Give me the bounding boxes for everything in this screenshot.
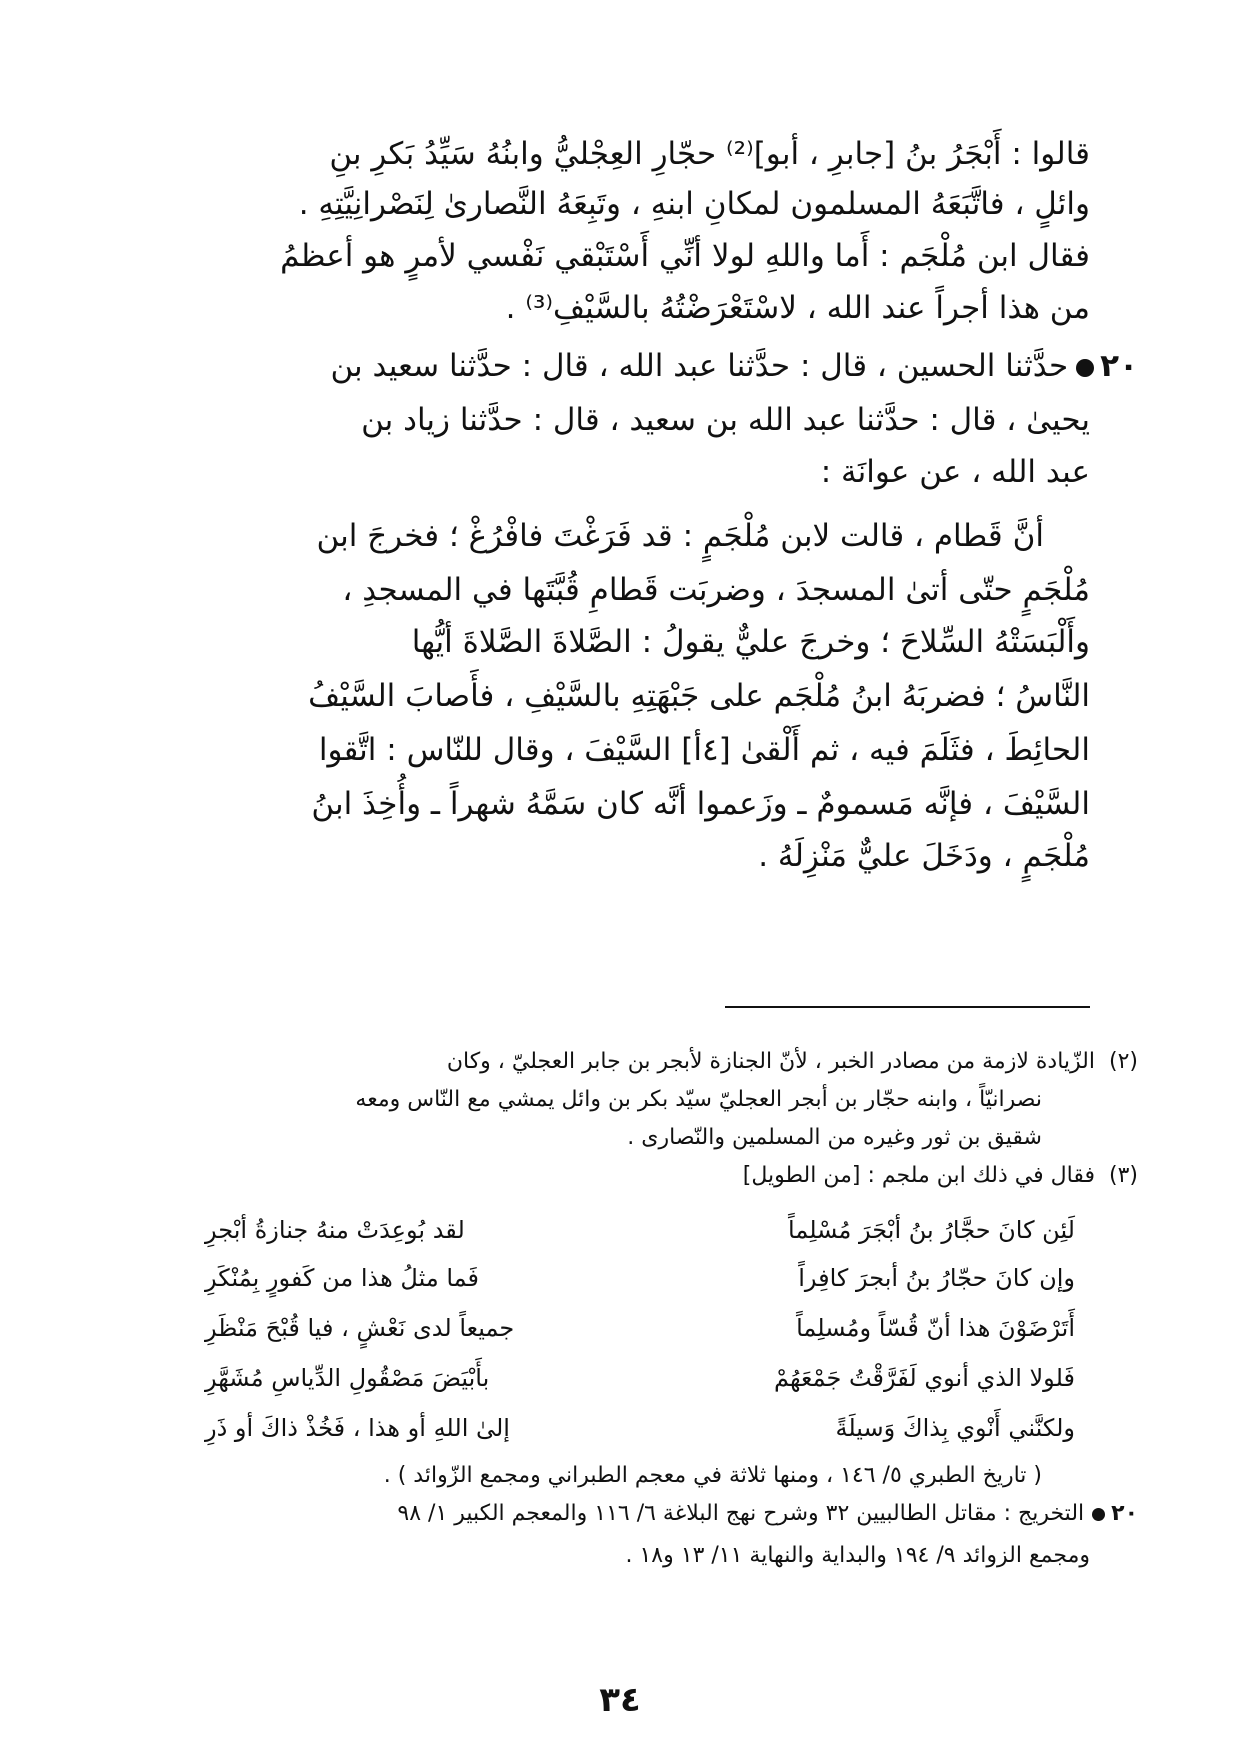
item-number-row bbox=[330, 344, 1138, 388]
verse-second-hemistich: بأَبْيَضَ مَصْقُولِ الدِّياسِ مُشَهَّرِ bbox=[205, 1364, 490, 1392]
takhrij-number: ٢٠ bbox=[1111, 1501, 1138, 1526]
text-line: النَّاسُ ؛ فضربَهُ ابنُ مُلْجَم على جَبْهَتِهِ بالسَّيْفِ ، فأَصابَ السَّيْفُ bbox=[308, 678, 1090, 714]
verse-row bbox=[175, 1308, 1075, 1348]
bullet-icon bbox=[1076, 359, 1094, 377]
verse-first-hemistich: وإن كانَ حجّارُ بنُ أبجرَ كافِراً bbox=[798, 1264, 1075, 1292]
text-line: عبد الله ، عن عوانَة : bbox=[820, 454, 1090, 490]
text-line: وائلٍ ، فاتَّبَعَهُ المسلمون لمكانِ ابنهِ ، وتَبِعَهُ النَّصارىٰ لِنَصْرانِيَّتِهِ . bbox=[298, 186, 1090, 222]
text-line: أنَّ قَطام ، قالت لابن مُلْجَمٍ : قد فَرَغْتَ فافْرُغْ ؛ فخرجَ ابن bbox=[316, 518, 1044, 554]
text-line: يحيىٰ ، قال : حدَّثنا عبد الله بن سعيد ، قال : حدَّثنا زياد بن bbox=[361, 402, 1090, 438]
footnote-3 bbox=[743, 1160, 1138, 1192]
verse-row bbox=[175, 1408, 1075, 1448]
verse-first-hemistich: فَلولا الذي أنوي لَفَرَّقْتُ جَمْعَهُمْ bbox=[774, 1364, 1075, 1392]
footnote-text: الزّيادة لازمة من مصادر الخبر ، لأنّ الجنازة لأبجر بن جابر العجليّ ، وكان bbox=[446, 1049, 1095, 1074]
takhrij-text: التخريج : مقاتل الطالبيين ٣٢ وشرح نهج البلاغة ٦/ ١١٦ والمعجم الكبير ١/ ٩٨ bbox=[397, 1501, 1085, 1526]
footnote-marker: (٢) bbox=[1108, 1049, 1138, 1074]
takhrij-row bbox=[397, 1498, 1138, 1530]
item-number: ٢٠ bbox=[1100, 348, 1138, 384]
text-line: السَّيْفَ ، فإنَّه مَسمومٌ ـ وزَعموا أنَّه كان سَمَّهُ شهراً ـ وأُخِذَ ابنُ bbox=[311, 786, 1090, 822]
text-line: فقال ابن مُلْجَم : أَما واللهِ لولا أنِّي أَسْتَبْقي نَفْسي لأمرٍ هو أعظمُ bbox=[280, 238, 1090, 274]
text-line: وأَلْبَسَتْهُ السِّلاحَ ؛ وخرجَ عليٌّ يقولُ : الصَّلاةَ الصَّلاةَ أيُّها bbox=[411, 624, 1090, 660]
footnote-text: نصرانيّاً ، وابنه حجّار بن أبجر العجليّ سيّد بكر بن وائل يمشي مع النّاس ومعه bbox=[355, 1087, 1042, 1112]
verse-source: ( تاريخ الطبري ٥/ ١٤٦ ، ومنها ثلاثة في معجم الطبراني ومجمع الزّوائد ) . bbox=[383, 1463, 1042, 1488]
verse-second-hemistich: فَما مثلُ هذا من كَفورٍ بِمُنْكَرِ bbox=[205, 1264, 479, 1292]
footnote-2 bbox=[447, 1046, 1138, 1078]
verse-second-hemistich: إلىٰ اللهِ أو هذا ، فَخُذْ ذاكَ أو ذَرِ bbox=[205, 1414, 510, 1442]
verse-row bbox=[175, 1258, 1075, 1298]
takhrij-text: ومجمع الزوائد ٩/ ١٩٤ والبداية والنهاية ١١/ ١٣ و١٨ . bbox=[625, 1543, 1090, 1568]
text-line: مُلْجَمٍ ، ودَخَلَ عليٌّ مَنْزِلَهُ . bbox=[758, 838, 1090, 874]
verse-second-hemistich: جميعاً لدى نَعْشٍ ، فيا قُبْحَ مَنْظَرِ bbox=[205, 1314, 515, 1342]
footnote-intro: فقال في ذلك ابن ملجم : [من الطويل] bbox=[742, 1163, 1095, 1188]
footnote-marker: (٣) bbox=[1108, 1163, 1138, 1188]
page-number: ٣٤ bbox=[599, 1680, 641, 1720]
verse-first-hemistich: ولكنَّني أَنْوي بِذاكَ وَسيلَةً bbox=[835, 1414, 1075, 1442]
verse-row bbox=[175, 1210, 1075, 1250]
bullet-icon bbox=[1092, 1508, 1105, 1521]
verse-first-hemistich: أَتَرْضَوْنَ هذا أنّ قُسّاً ومُسلِماً bbox=[796, 1314, 1075, 1342]
text-line: الحائِطَ ، فثَلَمَ فيه ، ثم أَلْقىٰ [٤أ] السَّيْفَ ، وقال للنّاس : اتَّقوا bbox=[318, 732, 1090, 768]
footnote-text: شقيق بن ثور وغيره من المسلمين والنّصارى . bbox=[627, 1125, 1042, 1150]
text-line: حدَّثنا الحسين ، قال : حدَّثنا عبد الله ، قال : حدَّثنا سعيد بن bbox=[330, 348, 1069, 384]
text-line: مُلْجَمٍ حتّى أتىٰ المسجدَ ، وضربَت قَطامِ قُبَّتَها في المسجدِ ، bbox=[342, 572, 1090, 608]
verse-row bbox=[175, 1358, 1075, 1398]
verse-second-hemistich: لقد بُوعِدَتْ منهُ جنازةُ أبْجرِ bbox=[205, 1216, 465, 1244]
text-line: قالوا : أَبْجَرُ بنُ [جابرِ ، أبو]⁽²⁾ حجّارِ العِجْليُّ وابنُهُ سَيِّدُ بَكرِ بنِ bbox=[329, 136, 1090, 172]
text-line: من هذا أجراً عند الله ، لاسْتَعْرَضْتُهُ بالسَّيْفِ⁽³⁾ . bbox=[505, 290, 1090, 326]
verse-first-hemistich: لَئِن كانَ حجَّارُ بنُ أبْجَرَ مُسْلِماً bbox=[788, 1216, 1075, 1244]
footnote-separator bbox=[725, 1006, 1090, 1008]
